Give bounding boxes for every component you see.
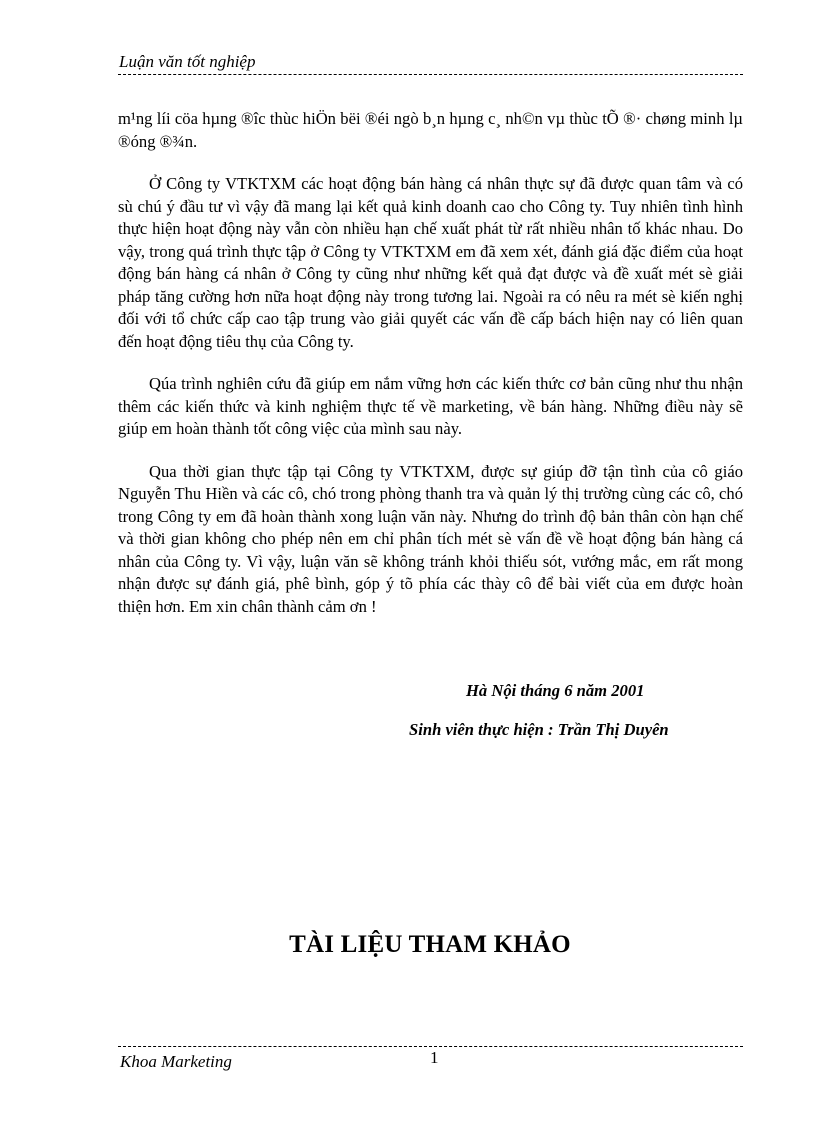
footer-divider <box>118 1046 743 1047</box>
body-text <box>118 108 743 638</box>
page-number: 1 <box>430 1048 439 1067</box>
header-title: Luận văn tốt nghiệp <box>119 52 256 71</box>
footer-department: Khoa Marketing <box>120 1052 232 1071</box>
paragraph-activities: Ở Công ty VTKTXM các hoạt động bán hàng cá nhân thực sự đã được quan tâm và có sù chú ý đầu tư vì vậy đã mang lại kết quả kinh doanh cao cho Công ty. Tuy nhiên tình hình thực hiện hoạt động này vẫn còn nhiều hạn chế xuất phát từ rất nhiều nhân tố khác nhau. Do vậy, trong quá trình thực tập ở Công ty VTKTXM em đã xem xét, đánh giá đặc điểm của hoạt động bán hàng cá nhân ở Công ty cũng như những kết quả đạt được và đề xuất mét sè giải pháp tăng cường hơn nữa hoạt động này trong tương lai. Ngoài ra có nêu ra mét sè kiến nghị đối với tổ chức cấp cao tập trung vào giải quyết các vấn đề cấp bách hiện nay có liên quan đến hoạt động tiêu thụ của Công ty. <box>118 174 743 351</box>
paragraph-acknowledgement: Qua thời gian thực tập tại Công ty VTKTXM, được sự giúp đỡ tận tình của cô giáo Nguyễn Thu Hiền và các cô, chó trong phòng thanh tra và quản lý thị trường cùng các cô, chó trong Công ty em đã hoàn thành xong luận văn này. Nhưng do trình độ bản thân còn hạn chế và thời gian không cho phép nên em chỉ phân tích mét sè vấn đề về hoạt động bán hàng cá nhân của Công ty. Vì vậy, luận văn sẽ không tránh khỏi thiếu sót, vướng mắc, em rất mong nhận được sự đánh giá, phê bình, góp ý tõ phía các thày cô để bài viết của em được hoàn thiện hơn. Em xin chân thành cảm ơn ! <box>118 461 743 616</box>
paragraph-continuation: m¹ng líi cöa hµng ®îc thùc hiÖn bëi ®éi ngò b¸n hµng c¸ nh©n vµ thùc tÕ ®· chøng minh lµ ®óng ®¾n. <box>118 109 743 151</box>
paragraph-research: Qúa trình nghiên cứu đã giúp em nắm vững hơn các kiến thức cơ bản cũng như thu nhận thêm các kiến thức và kinh nghiệm thực tế về marketing, về bán hàng. Những điều này sẽ giúp em hoàn thành tốt công việc của mình sau này. <box>118 374 743 438</box>
signature-author: Sinh viên thực hiện : Trần Thị Duyên <box>409 720 669 739</box>
signature-date: Hà Nội tháng 6 năm 2001 <box>466 681 645 700</box>
page-header <box>118 52 743 75</box>
references-title: TÀI LIỆU THAM KHẢO <box>289 931 571 958</box>
